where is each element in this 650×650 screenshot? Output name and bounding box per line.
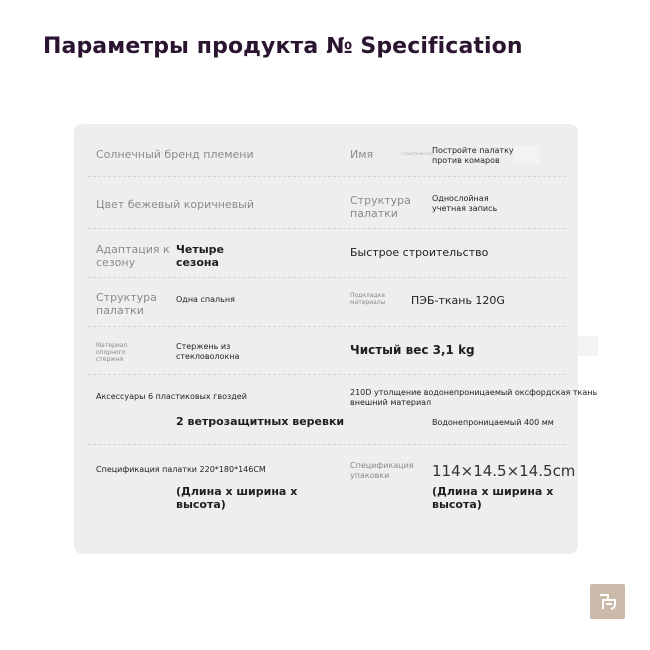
quick-build: Быстрое строительство <box>350 246 489 259</box>
tent-spec: Спецификация палатки 220*180*146CM <box>96 465 266 474</box>
tent-structure-label: Структура палатки <box>96 291 157 318</box>
spec-table <box>74 124 598 554</box>
brand-logo-icon <box>590 584 625 619</box>
package-label: Спецификация упаковки <box>350 461 414 480</box>
row-divider <box>88 228 566 229</box>
season-label: Адаптация к сезону <box>96 243 170 270</box>
structure-label: Структура палатки <box>350 194 411 221</box>
name-hint: Строительство <box>401 151 433 156</box>
package-size: 114×14.5×14.5cm <box>432 462 576 480</box>
lining-label: Подкладка материалы <box>350 292 386 307</box>
color-text: Цвет бежевый коричневый <box>96 198 255 211</box>
pole-material-value: Стержень из стекловолокна <box>176 342 240 361</box>
net-weight: Чистый вес 3,1 kg <box>350 343 475 357</box>
row-divider <box>88 176 566 177</box>
lining-value: ПЭБ-ткань 120G <box>411 294 505 307</box>
row-divider <box>88 444 566 445</box>
waterproof-rating: Водонепроницаемый 400 мм <box>432 418 554 427</box>
row-divider <box>88 277 566 278</box>
outer-material: 210D утолщение водонепроницаемый оксфордская ткань внешний материал <box>350 388 598 407</box>
pole-material-label: Материал опорного стержня <box>96 342 128 364</box>
page-title: Параметры продукта № Specification <box>43 34 523 59</box>
tent-structure-value: Одна спальня <box>176 295 235 304</box>
faded-overlay <box>578 336 598 356</box>
row-divider <box>88 326 566 327</box>
brand-name: Солнечный бренд племени <box>96 148 254 161</box>
package-dims: (Длина х ширина х высота) <box>432 485 554 512</box>
accessories-ropes: 2 ветрозащитных веревки <box>176 415 345 428</box>
row-divider <box>88 374 566 375</box>
tent-spec-dims: (Длина х ширина х высота) <box>176 485 298 512</box>
name-value: Постройте палатку против комаров <box>432 146 514 165</box>
name-label: Имя <box>350 148 374 161</box>
accessories-nails: Аксессуары 6 пластиковых гвоздей <box>96 392 247 401</box>
structure-value: Однослойная учетная запись <box>432 194 498 213</box>
season-value: Четыре сезона <box>176 243 225 270</box>
